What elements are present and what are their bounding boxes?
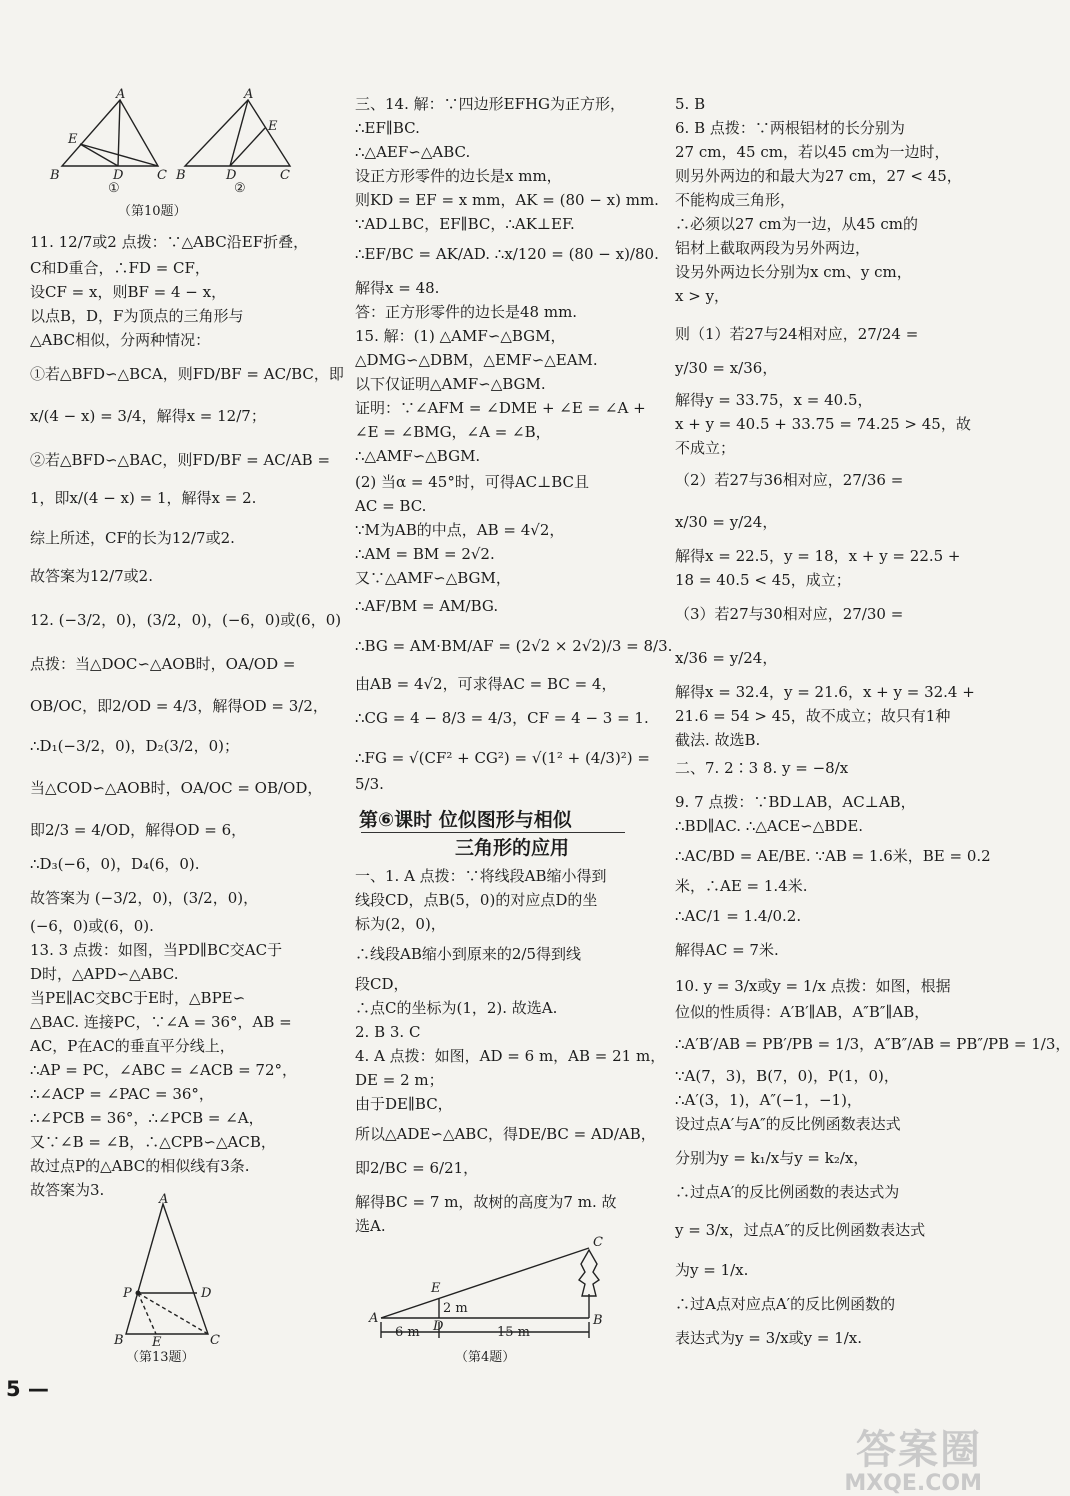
text-line: ∴∠PCB = 36°，∴∠PCB = ∠A， [30, 1109, 264, 1127]
fig10-label-b1: B [50, 168, 60, 183]
text-line: 2. B 3. C [355, 1023, 421, 1041]
text-line: 为y = 1/x. [675, 1261, 749, 1279]
fig10-label-c1: C [157, 168, 167, 183]
fig13-label-d: D [201, 1286, 212, 1301]
text-line: x + y = 40.5 + 33.75 = 74.25 > 45，故 [675, 415, 971, 433]
text-line: OB/OC，即2/OD = 4/3，解得OD = 3/2， [30, 697, 328, 715]
fig4-label-c: C [593, 1235, 603, 1250]
fig4-label-b: B [593, 1313, 603, 1328]
text-line: y = 3/x，过点A″的反比例函数表达式 [675, 1221, 926, 1239]
text-line: 以下仅证明△AMF∽△BGM. [355, 375, 546, 393]
fig4-label-d: D [433, 1319, 444, 1334]
text-line: ∴过点A′的反比例函数的表达式为 [675, 1183, 900, 1201]
text-line: 故过点P的△ABC的相似线有3条. [30, 1157, 250, 1175]
text-line: y/30 = x/36， [675, 359, 778, 377]
text-line: 不成立； [675, 439, 736, 457]
text-line: ∵M为AB的中点，AB = 4√2， [355, 521, 565, 539]
text-line: 设另外两边长分别为x cm、y cm， [675, 263, 912, 281]
fig10-label-b2: B [176, 168, 186, 183]
text-line: 铝材上截取两段为另外两边， [675, 239, 871, 257]
watermark-logo [844, 1418, 982, 1496]
text-line: 答：正方形零件的边长是48 mm. [355, 303, 578, 321]
lesson-heading-line2: 三角形的应用 [455, 837, 570, 859]
fig10-number-2: ② [234, 181, 246, 196]
text-line: 由AB = 4√2，可求得AC = BC = 4， [355, 675, 617, 693]
text-line: 则（1）若27与24相对应，27/24 = [675, 325, 919, 343]
text-line: （2）若27与36相对应，27/36 = [675, 471, 904, 489]
text-line: 11. 12/7或2 点拨：∵△ABC沿EF折叠， [30, 233, 309, 251]
text-line: ∴过A点对应点A′的反比例函数的 [675, 1295, 896, 1313]
text-line: ∴EF∥BC. [355, 119, 420, 137]
text-line: 标为(2，0)， [355, 915, 446, 933]
text-line: 二、7. 2∶3 8. y = −8/x [675, 759, 849, 777]
text-line: 三、14. 解：∵四边形EFHG为正方形， [355, 95, 626, 113]
text-line: 又∵∠B = ∠B，∴△CPB∽△ACB， [30, 1133, 276, 1151]
text-line: △BAC. 连接PC，∵∠A = 36°，AB = [30, 1013, 292, 1031]
fig10-label-d1: D [113, 168, 124, 183]
text-line: ②若△BFD∽△BAC，则FD/BF = AC/AB = [30, 451, 331, 469]
figure-10-caption: （第10题） [118, 204, 187, 219]
text-line: 故答案为3. [30, 1181, 105, 1199]
fig10-number-1: ① [108, 181, 120, 196]
text-line: (−6，0)或(6，0). [30, 917, 154, 935]
fig10-label-d2: D [226, 168, 237, 183]
text-line: ∴A′(3，1)，A″(−1，−1)， [675, 1091, 862, 1109]
text-line: 证明：∵∠AFM = ∠DME + ∠E = ∠A + [355, 399, 646, 417]
text-line: 9. 7 点拨：∵BD⊥AB，AC⊥AB， [675, 793, 916, 811]
text-line: x > y， [675, 287, 730, 305]
text-line: 截法. 故选B. [675, 731, 761, 749]
text-line: 当△COD∽△AOB时，OA/OC = OB/OD， [30, 779, 323, 797]
text-line: ∴CG = 4 − 8/3 = 4/3，CF = 4 − 3 = 1. [355, 709, 649, 727]
text-line: ∴BG = AM·BM/AF = (2√2 × 2√2)/3 = 8/3. [355, 637, 673, 655]
text-line: 点拨：当△DOC∽△AOB时，OA/OD = [30, 655, 296, 673]
text-line: 15. 解：(1) △AMF∽△BGM， [355, 327, 566, 345]
text-line: ∴必须以27 cm为一边，从45 cm的 [675, 215, 918, 233]
text-line: DE = 2 m； [355, 1071, 444, 1089]
text-line: x/(4 − x) = 3/4，解得x = 12/7； [30, 407, 266, 425]
text-line: ∴AM = BM = 2√2. [355, 545, 495, 563]
watermark-url: MXQE.COM [844, 1471, 982, 1496]
text-line: ∴AC/1 = 1.4/0.2. [675, 907, 802, 925]
text-line: ∴∠ACP = ∠PAC = 36°， [30, 1085, 214, 1103]
text-line: 解得x = 32.4，y = 21.6，x + y = 32.4 + [675, 683, 975, 701]
fig13-label-c: C [210, 1333, 220, 1348]
text-line: ∴AF/BM = AM/BG. [355, 597, 499, 615]
text-line: 当PE∥AC交BC于E时，△BPE∽ [30, 989, 246, 1007]
fig10-label-a2: A [244, 87, 254, 102]
text-line: ∴△AEF∽△ABC. [355, 143, 471, 161]
text-line: 线段CD，点B(5，0)的对应点D的坐 [355, 891, 598, 909]
text-line: 即2/BC = 6/21， [355, 1159, 479, 1177]
text-line: 21.6 = 54 > 45，故不成立；故只有1种 [675, 707, 951, 725]
fig13-label-e: E [152, 1335, 162, 1350]
text-line: 选A. [355, 1217, 386, 1235]
text-line: 12. (−3/2，0)，(3/2，0)，(−6，0)或(6，0) [30, 611, 342, 629]
text-line: 5/3. [355, 775, 384, 793]
text-line: 4. A 点拨：如图，AD = 6 m，AB = 21 m， [355, 1047, 666, 1065]
page-number: 5 — [6, 1377, 49, 1401]
text-line: 故答案为 (−3/2，0)，(3/2，0)， [30, 889, 259, 907]
fig13-label-a: A [159, 1192, 169, 1207]
figure-10 [40, 87, 290, 196]
text-line: 解得AC = 7米. [675, 941, 779, 959]
text-line: 5. B [675, 95, 706, 113]
text-line: 一、1. A 点拨：∵将线段AB缩小得到 [355, 867, 607, 885]
text-line: 综上所述，CF的长为12/7或2. [30, 529, 235, 547]
text-line: 米，∴AE = 1.4米. [675, 877, 808, 895]
text-line: ∵A(7，3)，B(7，0)，P(1，0)， [675, 1067, 899, 1085]
fig4-height-label: 2 m [443, 1301, 468, 1316]
text-line: 解得y = 33.75，x = 40.5， [675, 391, 873, 409]
lesson-heading-line1: 第⑥课时 位似图形与相似 [359, 809, 572, 831]
text-line: ∴EF/BC = AK/AD. ∴x/120 = (80 − x)/80. [355, 245, 659, 263]
figure-13-caption: （第13题） [126, 1350, 195, 1365]
text-line: 表达式为y = 3/x或y = 1/x. [675, 1329, 863, 1347]
text-line: ∴△AMF∽△BGM. [355, 447, 481, 465]
text-line: 由于DE∥BC， [355, 1095, 453, 1113]
text-line: 以点B，D，F为顶点的三角形与 [30, 307, 244, 325]
text-line: 设正方形零件的边长是x mm， [355, 167, 562, 185]
text-line: 故答案为12/7或2. [30, 567, 153, 585]
text-line: ∠E = ∠BMG，∠A = ∠B， [355, 423, 551, 441]
fig10-label-e1: E [68, 132, 78, 147]
text-line: AC，P在AC的垂直平分线上， [30, 1037, 235, 1055]
text-line: 13. 3 点拨：如图，当PD∥BC交AC于 [30, 941, 283, 959]
text-line: （3）若27与30相对应，27/30 = [675, 605, 904, 623]
text-line: ∴FG = √(CF² + CG²) = √(1² + (4/3)²) = [355, 749, 650, 767]
text-line: △ABC相似，分两种情况： [30, 331, 211, 349]
figure-4 [367, 1236, 617, 1346]
text-line: ∴D₃(−6，0)，D₄(6，0). [30, 855, 200, 873]
text-line: AC = BC. [355, 497, 427, 515]
text-line: 即2/3 = 4/OD，解得OD = 6， [30, 821, 247, 839]
text-line: 分别为y = k₁/x与y = k₂/x， [675, 1149, 869, 1167]
text-line: x/30 = y/24， [675, 513, 778, 531]
text-line: 则KD = EF = x mm，AK = (80 − x) mm. [355, 191, 659, 209]
text-line: 解得BC = 7 m，故树的高度为7 m. 故 [355, 1193, 617, 1211]
text-line: ∴AP = PC，∠ABC = ∠ACB = 72°， [30, 1061, 298, 1079]
text-line: ∴点C的坐标为(1，2). 故选A. [355, 999, 558, 1017]
text-line: 6. B 点拨：∵两根铝材的长分别为 [675, 119, 905, 137]
text-line: ∴AC/BD = AE/BE. ∵AB = 1.6米，BE = 0.2 [675, 847, 991, 865]
text-line: 18 = 40.5 < 45，成立； [675, 571, 851, 589]
text-line: 则另外两边的和最大为27 cm，27 < 45， [675, 167, 962, 185]
text-line: ∵AD⊥BC，EF∥BC，∴AK⊥EF. [355, 215, 575, 233]
fig13-label-p: P [123, 1286, 132, 1301]
text-line: 位似的性质得：A′B′∥AB，A″B″∥AB， [675, 1003, 930, 1021]
fig4-distance-1: 6 m [395, 1325, 420, 1340]
text-line: D时，△APD∽△ABC. [30, 965, 179, 983]
fig4-label-a: A [369, 1311, 379, 1326]
text-line: 又∵△AMF∽△BGM， [355, 569, 511, 587]
text-line: 设过点A′与A″的反比例函数表达式 [675, 1115, 901, 1133]
fig10-label-a1: A [116, 87, 126, 102]
lesson-heading-rule [361, 832, 625, 833]
fig10-label-e2: E [268, 119, 278, 134]
text-line: △DMG∽△DBM，△EMF∽△EAM. [355, 351, 598, 369]
text-line: 设CF = x，则BF = 4 − x， [30, 283, 227, 301]
text-line: ①若△BFD∽△BCA，则FD/BF = AC/BC，即 [30, 365, 344, 383]
fig4-label-e: E [431, 1281, 441, 1296]
figure-4-caption: （第4题） [455, 1350, 516, 1365]
text-line: ∴A′B′/AB = PB′/PB = 1/3，A″B″/AB = PB″/PB = 1/3， [675, 1035, 1070, 1053]
text-line: C和D重合，∴FD = CF， [30, 259, 210, 277]
figure-13 [108, 1192, 238, 1350]
text-line: 段CD， [355, 975, 409, 993]
text-line: ∴BD∥AC. ∴△ACE∽△BDE. [675, 817, 864, 835]
text-line: 10. y = 3/x或y = 1/x 点拨：如图，根据 [675, 977, 951, 995]
text-line: 不能构成三角形， [675, 191, 796, 209]
text-line: 1，即x/(4 − x) = 1，解得x = 2. [30, 489, 257, 507]
text-line: 所以△ADE∽△ABC，得DE/BC = AD/AB， [355, 1125, 656, 1143]
fig4-distance-2: 15 m [497, 1325, 531, 1340]
watermark-title: 答案圈 [856, 1427, 982, 1473]
text-line: 解得x = 22.5，y = 18，x + y = 22.5 + [675, 547, 961, 565]
text-line: ∴D₁(−3/2，0)，D₂(3/2，0)； [30, 737, 239, 755]
text-line: 27 cm，45 cm，若以45 cm为一边时， [675, 143, 950, 161]
fig13-label-b: B [114, 1333, 124, 1348]
fig10-label-c2: C [280, 168, 290, 183]
text-line: (2) 当α = 45°时，可得AC⊥BC且 [355, 473, 590, 491]
text-line: x/36 = y/24， [675, 649, 778, 667]
text-line: ∴线段AB缩小到原来的2/5得到线 [355, 945, 581, 963]
text-line: 解得x = 48. [355, 279, 440, 297]
